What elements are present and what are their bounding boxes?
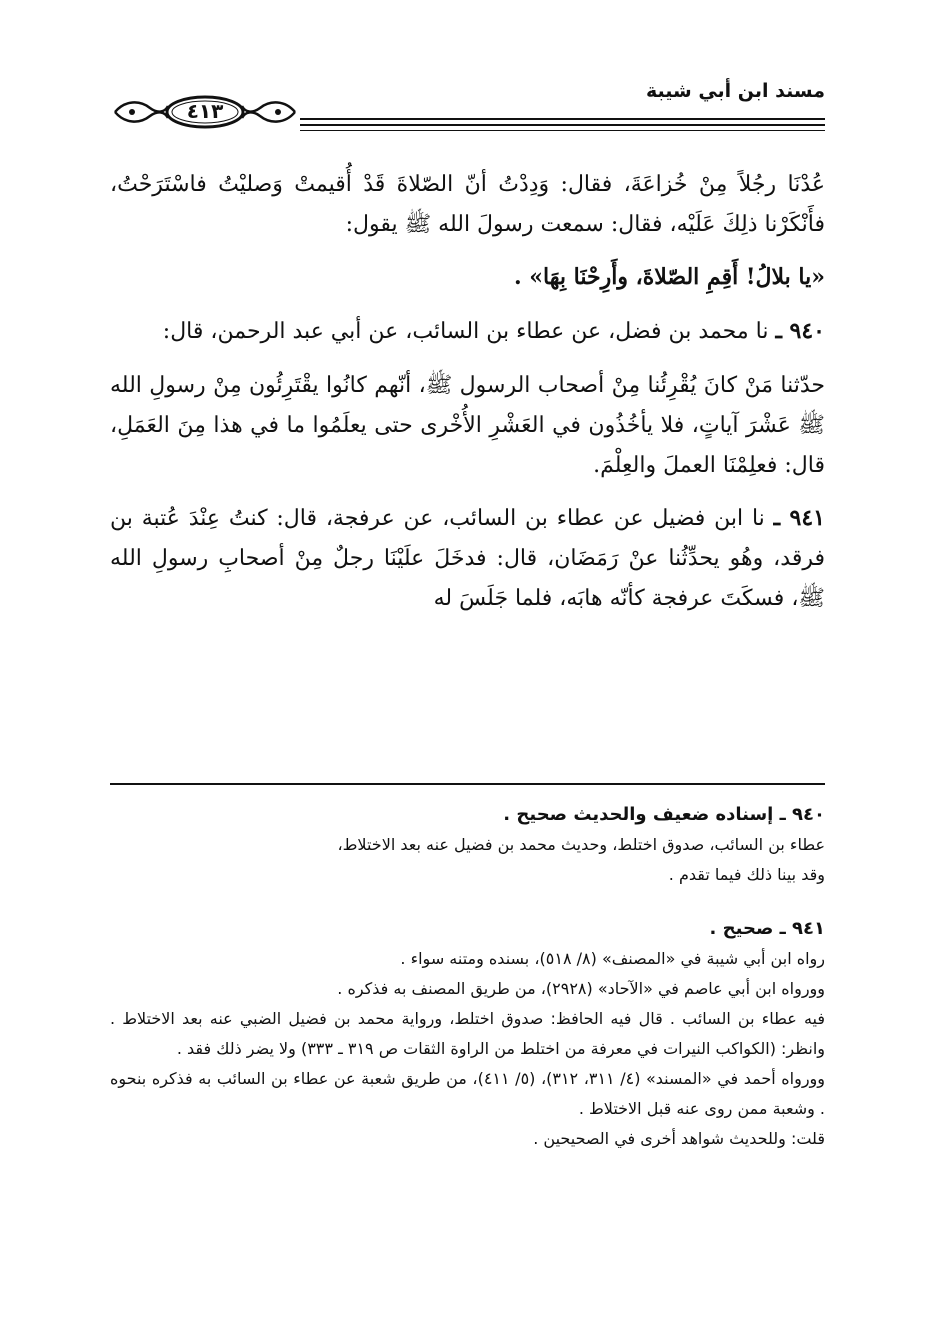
footnote-941-heading: ٩٤١ ـ صحيح .: [709, 918, 825, 939]
paragraph-1: [110, 165, 825, 245]
header-rule-2: [300, 124, 825, 126]
main-text: [110, 165, 825, 631]
footnotes: [110, 800, 825, 1178]
footnote-941-line: قلت: وللحديث شواهد أخرى في الصحيحين .: [533, 1129, 825, 1148]
page-number: ٤١٣: [186, 99, 224, 123]
footnote-940-heading: ٩٤٠ ـ إسناده ضعيف والحديث صحيح .: [503, 804, 825, 825]
footnote-941-line: وورواه أحمد في «المسند» (٤/ ٣١١، ٣١٢)، (٥/ ٤١١)، من طريق شعبة عن عطاء بن السائب به فذكره بنحوه . وشعبة ممن روى عنه قبل الاختلاط .: [110, 1069, 825, 1118]
hadith-941-number: ٩٤١ ـ: [773, 505, 825, 531]
footnote-941-line: وورواه ابن أبي عاصم في «الآحاد» (٢٩٢٨)، من طريق المصنف به فذكره .: [337, 979, 825, 998]
hadith-940-body: حدّثنا مَنْ كانَ يُقْرِئُنا مِنْ أصحاب الرسول ﷺ، أنّهم كانُوا يقْتَرِئُون مِنْ رسولِ الله ﷺ عَشْرَ آياتٍ، فلا يأخُذُون في العَشْرِ الأُخْرى حتى يعلَمُوا ما في هذا مِنَ العَمَلِ، قال: فعلِمْنَا العملَ والعِلْمَ.: [110, 373, 825, 478]
footnote-941-line: فيه عطاء بن السائب . قال فيه الحافظ: صدوق اختلط، ورواية محمد بن فضيل الضبي عنه بعد الاختلاط . وانظر: (الكواكب النيرات في معرفة من اختلط من الراوة الثقات ص ٣١٩ ـ ٣٣٣) ولا يضر ذلك فقد .: [110, 1009, 825, 1058]
hadith-941: [110, 498, 825, 619]
footnote-941-line: رواه ابن أبي شيبة في «المصنف» (٨/ ٥١٨)، بسنده ومتنه سواء .: [400, 949, 825, 968]
hadith-940-number: ٩٤٠ ـ: [775, 318, 825, 344]
footnote-940-line: وقد بينا ذلك فيما تقدم .: [668, 865, 825, 884]
footnote-940: [110, 800, 825, 890]
footnote-separator: [110, 783, 825, 785]
hadith-940-isnad: نا محمد بن فضل، عن عطاء بن السائب، عن أبي عبد الرحمن، قال:: [162, 319, 769, 344]
footnote-940-line: عطاء بن السائب، صدوق اختلط، وحديث محمد بن فضيل عنه بعد الاختلاط،: [337, 835, 825, 854]
running-title: مسند ابن أبي شيبة: [645, 80, 825, 102]
hadith-940: [110, 311, 825, 352]
page-header: [110, 72, 825, 142]
header-rule: [300, 118, 825, 120]
hadith-941-text: نا ابن فضيل عن عطاء بن السائب، عن عرفجة، قال: كنتُ عِنْدَ عُتبة بن فرقد، وهُو يحدِّثُنا عنْ رَمَضَان، قال: فدخَلَ علَيْنَا رجلٌ مِنْ أصحابِ رسولِ الله ﷺ، فسكَتَ عرفجة كأنّه هابَه، فلما جَلَسَ له: [110, 506, 825, 611]
header-rule-3: [300, 130, 825, 131]
hadith-quote: «يا بلالُ! أَقِمِ الصّلاةَ، وأَرِحْنَا بِهَا» .: [513, 264, 825, 290]
paragraph-1-text: عُدْنَا رجُلاً مِنْ خُزاعَةَ، فقال: وَدِدْتُ أنّ الصّلاةَ قَدْ أُقيمتْ وَصليْتُ فاسْتَرَحْتُ، فأَنْكَرْنا ذلِكَ عَلَيْه، فقال: سمعت رسولَ الله ﷺ يقول:: [110, 172, 825, 237]
footnote-941: [110, 914, 825, 1154]
